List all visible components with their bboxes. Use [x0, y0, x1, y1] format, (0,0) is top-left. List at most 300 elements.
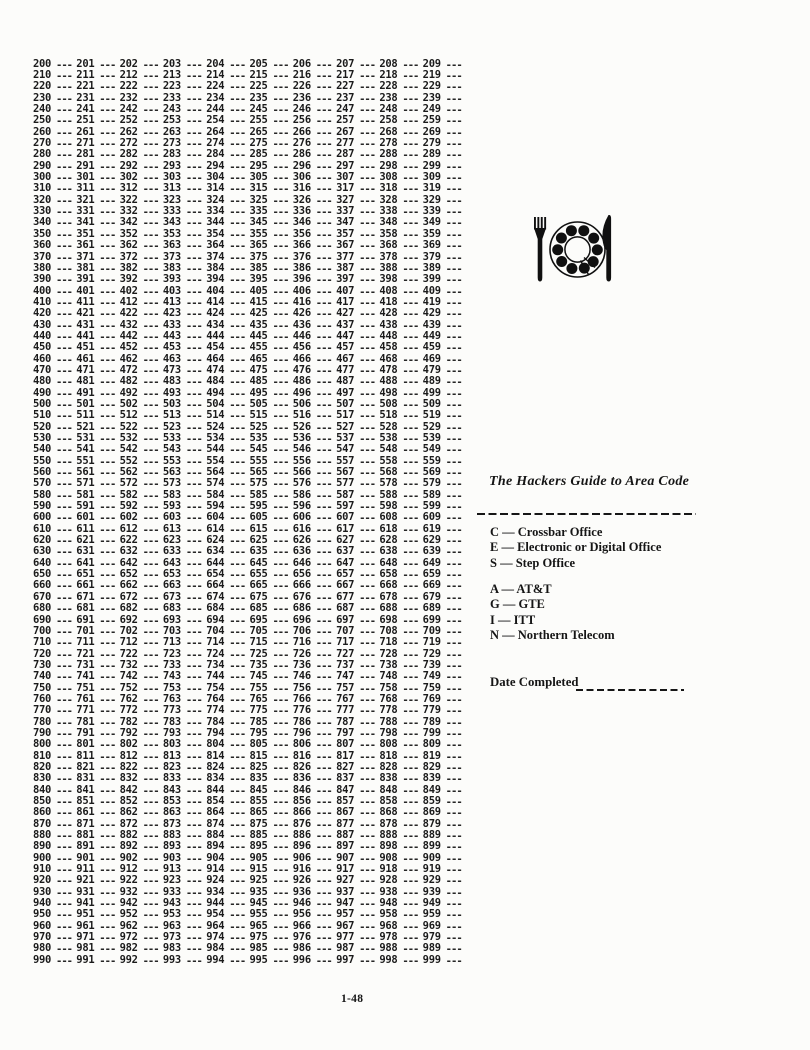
area-code-cell: [76, 557, 119, 569]
fill-in-blank: ---: [272, 615, 289, 628]
area-code-value: 838: [379, 772, 398, 785]
area-code-value: 534: [206, 432, 225, 445]
area-code-cell: [76, 829, 119, 841]
fill-in-blank: ---: [402, 535, 419, 548]
grid-row: [33, 829, 466, 843]
area-code-cell: [423, 205, 466, 217]
area-code-cell: [379, 840, 422, 852]
area-code-value: 662: [119, 579, 138, 592]
fill-in-blank: ---: [99, 909, 116, 922]
place-setting-rotary-dial-icon: [528, 208, 623, 292]
fill-in-blank: ---: [445, 807, 462, 820]
area-code-value: 202: [119, 57, 138, 70]
area-code-cell: [379, 409, 422, 421]
grid-row: [33, 69, 466, 83]
fill-in-blank: ---: [229, 308, 246, 321]
fill-in-blank: ---: [445, 705, 462, 718]
area-code-value: 437: [336, 318, 355, 331]
area-code-value: 565: [249, 466, 268, 479]
fill-in-blank: ---: [99, 388, 116, 401]
area-code-value: 713: [162, 636, 181, 649]
area-code-cell: [206, 738, 249, 750]
fill-in-blank: ---: [185, 615, 202, 628]
fill-in-blank: ---: [359, 308, 376, 321]
area-code-value: 768: [379, 692, 398, 705]
grid-row: [33, 580, 466, 591]
area-code-cell: [379, 398, 422, 410]
area-code-cell: [33, 818, 76, 830]
fill-in-blank: ---: [315, 921, 332, 934]
area-code-value: 490: [33, 386, 52, 399]
fill-in-blank: ---: [229, 195, 246, 208]
fill-in-blank: ---: [272, 444, 289, 457]
area-code-cell: [206, 194, 249, 206]
area-code-cell: [249, 693, 292, 705]
area-code-value: 592: [119, 500, 138, 513]
area-code-value: 308: [379, 171, 398, 184]
fill-in-blank: ---: [272, 127, 289, 140]
area-code-cell: [379, 228, 422, 240]
fill-in-blank: ---: [359, 683, 376, 696]
area-code-value: 479: [422, 363, 441, 376]
area-code-cell: [33, 511, 76, 523]
fill-in-blank: ---: [315, 490, 332, 503]
area-code-cell: [76, 693, 119, 705]
area-code-cell: [76, 262, 119, 274]
area-code-cell: [33, 58, 76, 70]
grid-row: [33, 308, 466, 319]
fill-in-blank: ---: [229, 70, 246, 83]
area-code-value: 316: [292, 182, 311, 195]
area-code-cell: [423, 954, 466, 966]
area-code-cell: [293, 750, 336, 762]
area-code-cell: [423, 648, 466, 660]
area-code-cell: [120, 602, 163, 614]
fill-in-blank: ---: [229, 252, 246, 265]
area-code-value: 668: [379, 579, 398, 592]
fill-in-blank: ---: [272, 217, 289, 230]
fill-in-blank: ---: [272, 898, 289, 911]
area-code-cell: [293, 319, 336, 331]
area-code-value: 267: [336, 125, 355, 138]
fill-in-blank: ---: [359, 637, 376, 650]
area-code-cell: [293, 704, 336, 716]
area-code-cell: [163, 636, 206, 648]
fill-in-blank: ---: [402, 274, 419, 287]
area-code-cell: [379, 829, 422, 841]
area-code-cell: [33, 568, 76, 580]
fill-in-blank: ---: [56, 217, 72, 230]
area-code-value: 802: [119, 738, 138, 751]
area-code-value: 580: [33, 488, 52, 501]
area-code-cell: [423, 137, 466, 149]
area-code-cell: [120, 761, 163, 773]
area-code-cell: [76, 228, 119, 240]
area-code-value: 368: [379, 239, 398, 252]
area-code-value: 334: [206, 205, 225, 218]
area-code-cell: [76, 874, 119, 886]
fill-in-blank: ---: [359, 240, 376, 253]
area-code-cell: [163, 614, 206, 626]
area-code-cell: [423, 273, 466, 285]
area-code-value: 311: [76, 182, 95, 195]
area-code-value: 973: [162, 931, 181, 944]
area-code-cell: [163, 182, 206, 194]
fill-in-blank: ---: [359, 490, 376, 503]
fill-in-blank: ---: [185, 252, 202, 265]
fill-in-blank: ---: [99, 569, 116, 582]
area-code-cell: [379, 920, 422, 932]
fill-in-blank: ---: [142, 331, 159, 344]
fill-in-blank: ---: [272, 683, 289, 696]
area-code-value: 904: [206, 851, 225, 864]
area-code-value: 422: [119, 307, 138, 320]
area-code-value: 642: [119, 556, 138, 569]
area-code-cell: [336, 80, 379, 92]
area-code-value: 452: [119, 341, 138, 354]
area-code-value: 314: [206, 182, 225, 195]
fill-in-blank: ---: [142, 887, 159, 900]
area-code-cell: [76, 579, 119, 591]
area-code-value: 238: [379, 91, 398, 104]
area-code-value: 826: [292, 760, 311, 773]
fill-in-blank: ---: [272, 841, 289, 854]
fill-in-blank: ---: [229, 93, 246, 106]
fill-in-blank: ---: [99, 456, 116, 469]
fill-in-blank: ---: [445, 637, 462, 650]
area-code-value: 745: [249, 670, 268, 683]
area-code-cell: [33, 103, 76, 115]
area-code-value: 584: [206, 488, 225, 501]
fill-in-blank: ---: [185, 342, 202, 355]
fill-in-blank: ---: [402, 81, 419, 94]
area-code-value: 230: [33, 91, 52, 104]
fill-in-blank: ---: [99, 853, 116, 866]
area-code-value: 325: [249, 193, 268, 206]
area-code-value: 326: [292, 193, 311, 206]
area-code-value: 983: [162, 942, 181, 955]
fill-in-blank: ---: [402, 149, 419, 162]
area-code-value: 723: [162, 647, 181, 660]
area-code-value: 427: [336, 307, 355, 320]
fill-in-blank: ---: [315, 932, 332, 945]
fill-in-blank: ---: [272, 580, 289, 593]
area-code-value: 506: [292, 397, 311, 410]
area-code-cell: [249, 772, 292, 784]
grid-row: [33, 159, 466, 174]
area-code-value: 849: [422, 783, 441, 796]
fill-in-blank: ---: [402, 70, 419, 83]
area-code-cell: [249, 103, 292, 115]
area-code-value: 271: [76, 137, 95, 150]
fill-in-blank: ---: [229, 149, 246, 162]
area-code-cell: [379, 897, 422, 909]
area-code-value: 240: [33, 103, 52, 116]
area-code-value: 214: [206, 69, 225, 82]
fill-in-blank: ---: [272, 456, 289, 469]
area-code-cell: [206, 602, 249, 614]
fill-in-blank: ---: [142, 206, 159, 219]
grid-row: [33, 795, 466, 809]
fill-in-blank: ---: [315, 93, 332, 106]
fill-in-blank: ---: [56, 70, 72, 83]
fill-in-blank: ---: [272, 229, 289, 242]
area-code-value: 610: [33, 522, 52, 535]
area-code-cell: [120, 852, 163, 864]
area-code-cell: [336, 931, 379, 943]
fill-in-blank: ---: [56, 626, 72, 639]
fill-in-blank: ---: [315, 240, 332, 253]
fill-in-blank: ---: [315, 263, 332, 276]
area-code-cell: [293, 137, 336, 149]
area-code-cell: [206, 432, 249, 444]
area-code-value: 905: [249, 851, 268, 864]
area-code-cell: [33, 897, 76, 909]
area-code-value: 816: [292, 749, 311, 762]
area-code-value: 577: [336, 477, 355, 490]
area-code-value: 449: [422, 329, 441, 342]
fill-in-blank: ---: [229, 660, 246, 673]
fill-in-blank: ---: [315, 104, 332, 117]
area-code-value: 276: [292, 137, 311, 150]
carrier-legend: [490, 582, 615, 644]
area-code-value: 995: [249, 953, 268, 966]
fill-in-blank: ---: [315, 195, 332, 208]
area-code-cell: [120, 670, 163, 682]
area-code-value: 792: [119, 726, 138, 739]
fill-in-blank: ---: [99, 592, 116, 605]
area-code-value: 991: [76, 953, 95, 966]
fill-in-blank: ---: [56, 615, 72, 628]
area-code-cell: [336, 625, 379, 637]
fill-in-blank: ---: [272, 728, 289, 741]
area-code-value: 391: [76, 273, 95, 286]
area-code-cell: [423, 942, 466, 954]
area-code-cell: [76, 126, 119, 138]
area-code-value: 867: [336, 806, 355, 819]
area-code-value: 549: [422, 443, 441, 456]
grid-row: [33, 115, 466, 126]
fill-in-blank: ---: [315, 535, 332, 548]
area-code-value: 260: [33, 125, 52, 138]
area-code-cell: [379, 443, 422, 455]
area-code-value: 594: [206, 500, 225, 513]
area-code-value: 225: [249, 80, 268, 93]
area-code-cell: [33, 761, 76, 773]
area-code-cell: [423, 818, 466, 830]
area-code-cell: [293, 239, 336, 251]
area-code-cell: [120, 114, 163, 126]
fill-in-blank: ---: [445, 796, 462, 809]
fill-in-blank: ---: [272, 501, 289, 514]
fill-in-blank: ---: [99, 308, 116, 321]
area-code-value: 777: [336, 704, 355, 717]
area-code-cell: [249, 897, 292, 909]
fill-in-blank: ---: [445, 138, 462, 151]
area-code-cell: [120, 466, 163, 478]
area-code-value: 402: [119, 284, 138, 297]
fill-in-blank: ---: [229, 263, 246, 276]
area-code-value: 364: [206, 239, 225, 252]
fill-in-blank: ---: [402, 217, 419, 230]
fill-in-blank: ---: [185, 660, 202, 673]
area-code-value: 850: [33, 795, 52, 808]
area-code-value: 688: [379, 602, 398, 615]
area-code-cell: [336, 818, 379, 830]
area-code-cell: [293, 931, 336, 943]
area-code-cell: [379, 421, 422, 433]
area-code-value: 293: [162, 159, 181, 172]
fill-in-blank: ---: [185, 830, 202, 843]
area-code-cell: [76, 511, 119, 523]
fill-in-blank: ---: [229, 444, 246, 457]
fork-icon: [534, 217, 546, 282]
area-code-cell: [120, 398, 163, 410]
area-code-cell: [379, 285, 422, 297]
fill-in-blank: ---: [185, 535, 202, 548]
fill-in-blank: ---: [315, 615, 332, 628]
fill-in-blank: ---: [142, 467, 159, 480]
area-code-cell: [120, 772, 163, 784]
area-code-value: 795: [249, 726, 268, 739]
area-code-cell: [379, 148, 422, 160]
fill-in-blank: ---: [185, 127, 202, 140]
area-code-cell: [293, 784, 336, 796]
area-code-cell: [206, 568, 249, 580]
area-code-cell: [76, 716, 119, 728]
area-code-value: 458: [379, 341, 398, 354]
grid-row: [33, 397, 466, 412]
area-code-value: 433: [162, 318, 181, 331]
legend-item: C — Crossbar Office: [490, 525, 603, 539]
fill-in-blank: ---: [315, 388, 332, 401]
area-code-cell: [249, 228, 292, 240]
area-code-value: 533: [162, 432, 181, 445]
fill-in-blank: ---: [142, 274, 159, 287]
area-code-value: 674: [206, 590, 225, 603]
fill-in-blank: ---: [315, 875, 332, 888]
area-code-cell: [206, 69, 249, 81]
area-code-cell: [423, 80, 466, 92]
area-code-cell: [76, 489, 119, 501]
area-code-value: 307: [336, 171, 355, 184]
area-code-cell: [379, 761, 422, 773]
area-code-cell: [76, 421, 119, 433]
area-code-value: 873: [162, 817, 181, 830]
area-code-value: 879: [422, 817, 441, 830]
area-code-value: 481: [76, 375, 95, 388]
area-code-value: 353: [162, 227, 181, 240]
fill-in-blank: ---: [99, 354, 116, 367]
fill-in-blank: ---: [315, 512, 332, 525]
area-code-cell: [336, 761, 379, 773]
area-code-cell: [379, 500, 422, 512]
fill-in-blank: ---: [142, 830, 159, 843]
fill-in-blank: ---: [56, 308, 72, 321]
area-code-cell: [249, 818, 292, 830]
area-code-value: 635: [249, 545, 268, 558]
fill-in-blank: ---: [56, 410, 72, 423]
area-code-cell: [249, 296, 292, 308]
area-code-cell: [120, 421, 163, 433]
fill-in-blank: ---: [99, 546, 116, 559]
area-code-cell: [206, 364, 249, 376]
area-code-value: 453: [162, 341, 181, 354]
area-code-cell: [423, 693, 466, 705]
fill-in-blank: ---: [99, 615, 116, 628]
area-code-value: 347: [336, 216, 355, 229]
area-code-value: 478: [379, 363, 398, 376]
area-code-cell: [76, 636, 119, 648]
area-code-value: 351: [76, 227, 95, 240]
fill-in-blank: ---: [445, 717, 462, 730]
fill-in-blank: ---: [272, 59, 289, 72]
area-code-cell: [163, 863, 206, 875]
area-code-value: 251: [76, 114, 95, 127]
area-code-cell: [336, 58, 379, 70]
area-code-cell: [206, 251, 249, 263]
fill-in-blank: ---: [359, 909, 376, 922]
area-code-cell: [33, 455, 76, 467]
fill-in-blank: ---: [315, 422, 332, 435]
fill-in-blank: ---: [315, 59, 332, 72]
fill-in-blank: ---: [359, 104, 376, 117]
area-code-cell: [423, 228, 466, 240]
fill-in-blank: ---: [185, 286, 202, 299]
fill-in-blank: ---: [142, 399, 159, 412]
area-code-cell: [423, 920, 466, 932]
fill-in-blank: ---: [185, 456, 202, 469]
fill-in-blank: ---: [272, 932, 289, 945]
fill-in-blank: ---: [142, 535, 159, 548]
area-code-value: 659: [422, 568, 441, 581]
area-code-value: 456: [292, 341, 311, 354]
fill-in-blank: ---: [445, 830, 462, 843]
area-code-value: 985: [249, 942, 268, 955]
area-code-cell: [336, 477, 379, 489]
grid-row: [33, 171, 466, 185]
grid-row: [33, 137, 466, 151]
fill-in-blank: ---: [56, 274, 72, 287]
area-code-value: 819: [422, 749, 441, 762]
area-code-value: 571: [76, 477, 95, 490]
fill-in-blank: ---: [315, 365, 332, 378]
area-code-cell: [336, 591, 379, 603]
area-code-value: 732: [119, 658, 138, 671]
area-code-cell: [33, 443, 76, 455]
fill-in-blank: ---: [315, 785, 332, 798]
grid-row: [33, 851, 466, 866]
area-code-cell: [336, 852, 379, 864]
area-code-cell: [293, 852, 336, 864]
area-code-value: 598: [379, 500, 398, 513]
area-code-cell: [163, 421, 206, 433]
fill-in-blank: ---: [185, 694, 202, 707]
area-code-value: 321: [76, 193, 95, 206]
area-code-value: 762: [119, 692, 138, 705]
fill-in-blank: ---: [359, 921, 376, 934]
area-code-value: 555: [249, 454, 268, 467]
area-code-value: 484: [206, 375, 225, 388]
area-code-value: 337: [336, 205, 355, 218]
area-code-value: 864: [206, 806, 225, 819]
area-code-value: 999: [422, 953, 441, 966]
area-code-value: 663: [162, 579, 181, 592]
fill-in-blank: ---: [272, 807, 289, 820]
area-code-value: 779: [422, 704, 441, 717]
area-code-value: 861: [76, 806, 95, 819]
fill-in-blank: ---: [99, 104, 116, 117]
